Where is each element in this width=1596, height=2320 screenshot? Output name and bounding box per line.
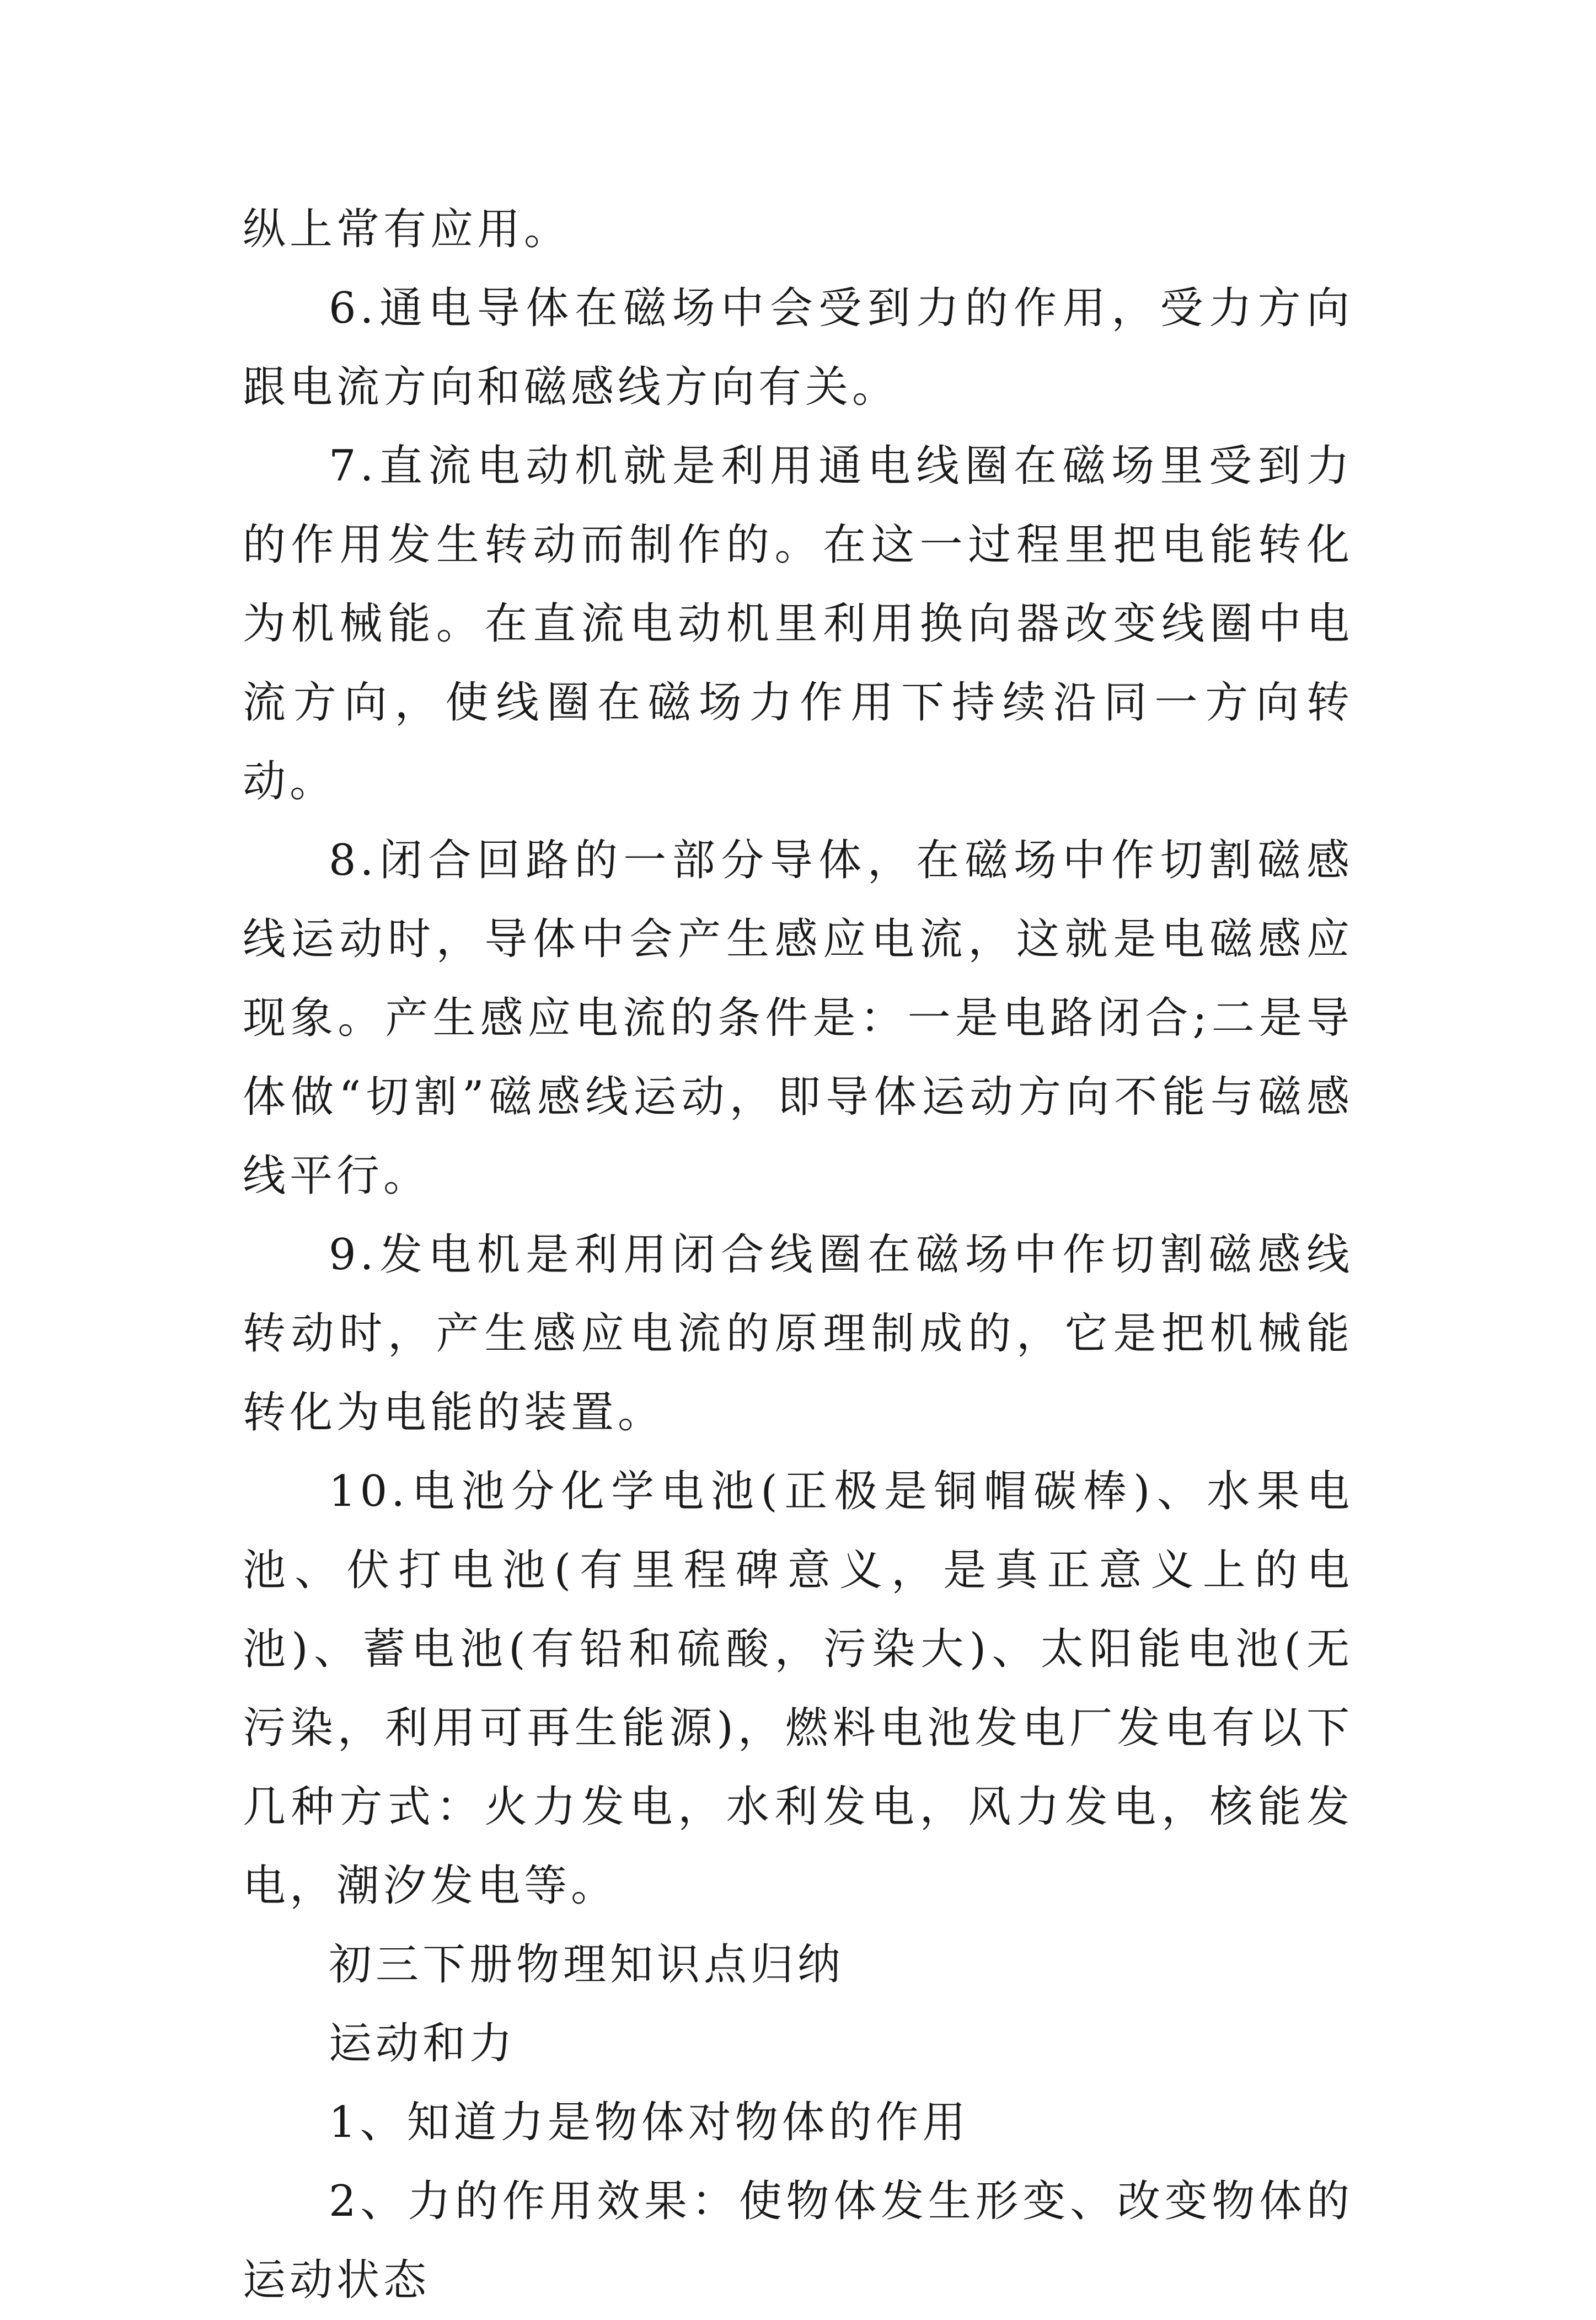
list-item-1: 1、知道力是物体对物体的作用 (329, 2098, 970, 2147)
paragraph-item-10: 10.电池分化学电池(正极是铜帽碳棒)、水果电池、伏打电池(有里程碑意义，是真正意义上的电池)、蓄电池(有铅和硫酸，污染大)、太阳能电池(无污染，利用可再生能源)，燃料电池发电厂发电有以下几种方式：火力发电，水利发电，风力发电，核能发电，潮汐发电等。 (243, 1467, 1353, 1911)
section-heading: 初三下册物理知识点归纳 (329, 1940, 845, 1990)
list-item-2: 2、力的作用效果：使物体发生形变、改变物体的运动状态 (243, 2177, 1353, 2305)
paragraph-item-6: 6.通电导体在磁场中会受到力的作用，受力方向跟电流方向和磁感线方向有关。 (243, 284, 1353, 412)
paragraph-item-9: 9.发电机是利用闭合线圈在磁场中作切割磁感线转动时，产生感应电流的原理制成的，它是把机械能转化为电能的装置。 (243, 1230, 1353, 1437)
paragraph-continuation: 纵上常有应用。 (243, 205, 571, 254)
document-body (243, 190, 1353, 2320)
subsection-heading: 运动和力 (329, 2019, 517, 2068)
paragraph-item-7: 7.直流电动机就是利用通电线圈在磁场里受到力的作用发生转动而制作的。在这一过程里把电能转化为机械能。在直流电动机里利用换向器改变线圈中电流方向，使线圈在磁场力作用下持续沿同一方向转动。 (243, 441, 1353, 806)
paragraph-item-8: 8.闭合回路的一部分导体，在磁场中作切割磁感线运动时，导体中会产生感应电流，这就是电磁感应现象。产生感应电流的条件是：一是电路闭合;二是导体做“切割”磁感线运动，即导体运动方向不能与磁感线平行。 (243, 836, 1353, 1201)
